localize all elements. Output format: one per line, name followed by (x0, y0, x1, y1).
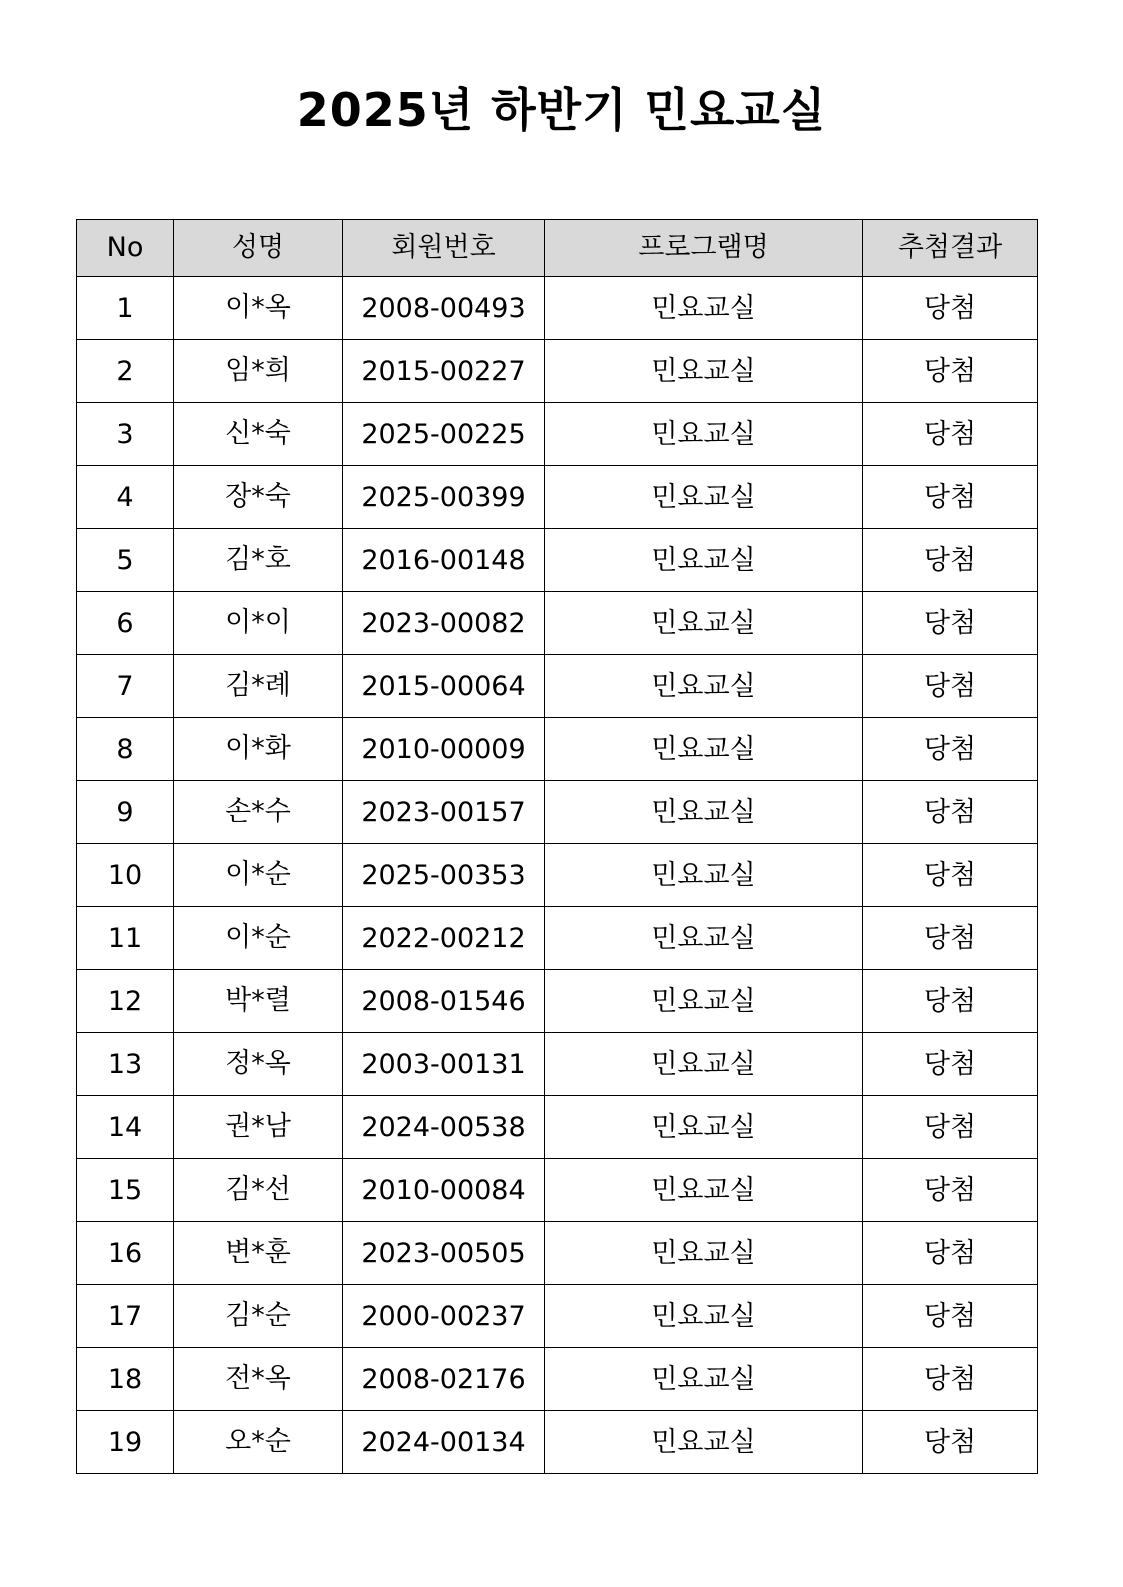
cell-member-id: 2023-00157 (343, 781, 545, 844)
cell-member-id: 2015-00227 (343, 340, 545, 403)
cell-result: 당첨 (863, 907, 1038, 970)
cell-program: 민요교실 (545, 529, 863, 592)
cell-no: 12 (77, 970, 174, 1033)
cell-member-id: 2016-00148 (343, 529, 545, 592)
cell-program: 민요교실 (545, 1159, 863, 1222)
cell-program: 민요교실 (545, 907, 863, 970)
cell-member-id: 2010-00009 (343, 718, 545, 781)
cell-program: 민요교실 (545, 970, 863, 1033)
cell-no: 17 (77, 1285, 174, 1348)
cell-result: 당첨 (863, 655, 1038, 718)
cell-name: 박*렬 (174, 970, 343, 1033)
cell-name: 전*옥 (174, 1348, 343, 1411)
table-row (77, 403, 1038, 466)
header-member-id: 회원번호 (343, 220, 545, 277)
cell-member-id: 2024-00134 (343, 1411, 545, 1474)
cell-name: 김*례 (174, 655, 343, 718)
cell-name: 김*선 (174, 1159, 343, 1222)
table-row (77, 1348, 1038, 1411)
cell-result: 당첨 (863, 844, 1038, 907)
cell-program: 민요교실 (545, 466, 863, 529)
cell-name: 이*화 (174, 718, 343, 781)
table-row (77, 844, 1038, 907)
header-name: 성명 (174, 220, 343, 277)
table-row (77, 1096, 1038, 1159)
cell-name: 이*순 (174, 907, 343, 970)
cell-member-id: 2003-00131 (343, 1033, 545, 1096)
cell-program: 민요교실 (545, 277, 863, 340)
cell-name: 신*숙 (174, 403, 343, 466)
cell-program: 민요교실 (545, 1096, 863, 1159)
cell-result: 당첨 (863, 1222, 1038, 1285)
cell-name: 정*옥 (174, 1033, 343, 1096)
cell-no: 1 (77, 277, 174, 340)
table-row (77, 1222, 1038, 1285)
cell-no: 19 (77, 1411, 174, 1474)
cell-name: 김*호 (174, 529, 343, 592)
cell-program: 민요교실 (545, 340, 863, 403)
cell-result: 당첨 (863, 340, 1038, 403)
cell-no: 14 (77, 1096, 174, 1159)
cell-program: 민요교실 (545, 655, 863, 718)
cell-member-id: 2008-02176 (343, 1348, 545, 1411)
cell-member-id: 2025-00353 (343, 844, 545, 907)
cell-name: 이*옥 (174, 277, 343, 340)
cell-program: 민요교실 (545, 718, 863, 781)
cell-member-id: 2015-00064 (343, 655, 545, 718)
table-row (77, 718, 1038, 781)
header-program: 프로그램명 (545, 220, 863, 277)
cell-member-id: 2024-00538 (343, 1096, 545, 1159)
cell-program: 민요교실 (545, 781, 863, 844)
table-row (77, 907, 1038, 970)
cell-member-id: 2000-00237 (343, 1285, 545, 1348)
cell-no: 16 (77, 1222, 174, 1285)
header-row (77, 220, 1038, 277)
cell-name: 권*남 (174, 1096, 343, 1159)
cell-member-id: 2010-00084 (343, 1159, 545, 1222)
cell-no: 7 (77, 655, 174, 718)
cell-result: 당첨 (863, 970, 1038, 1033)
cell-result: 당첨 (863, 529, 1038, 592)
cell-program: 민요교실 (545, 1285, 863, 1348)
cell-result: 당첨 (863, 592, 1038, 655)
table-row (77, 529, 1038, 592)
cell-member-id: 2022-00212 (343, 907, 545, 970)
cell-member-id: 2023-00082 (343, 592, 545, 655)
cell-result: 당첨 (863, 1096, 1038, 1159)
cell-name: 이*이 (174, 592, 343, 655)
cell-result: 당첨 (863, 403, 1038, 466)
cell-result: 당첨 (863, 1411, 1038, 1474)
cell-no: 3 (77, 403, 174, 466)
cell-member-id: 2025-00225 (343, 403, 545, 466)
table-row (77, 655, 1038, 718)
cell-member-id: 2008-00493 (343, 277, 545, 340)
cell-no: 9 (77, 781, 174, 844)
cell-result: 당첨 (863, 1159, 1038, 1222)
cell-name: 김*순 (174, 1285, 343, 1348)
cell-name: 변*훈 (174, 1222, 343, 1285)
cell-name: 이*순 (174, 844, 343, 907)
cell-member-id: 2025-00399 (343, 466, 545, 529)
cell-program: 민요교실 (545, 1033, 863, 1096)
table-row (77, 1285, 1038, 1348)
cell-program: 민요교실 (545, 1222, 863, 1285)
table-row (77, 340, 1038, 403)
cell-result: 당첨 (863, 466, 1038, 529)
lottery-results-table (76, 219, 1038, 1474)
table-header (77, 220, 1038, 277)
cell-member-id: 2008-01546 (343, 970, 545, 1033)
table-row (77, 592, 1038, 655)
table-body (77, 277, 1038, 1474)
cell-name: 장*숙 (174, 466, 343, 529)
cell-program: 민요교실 (545, 403, 863, 466)
cell-no: 5 (77, 529, 174, 592)
cell-result: 당첨 (863, 1033, 1038, 1096)
cell-result: 당첨 (863, 718, 1038, 781)
cell-no: 18 (77, 1348, 174, 1411)
cell-program: 민요교실 (545, 1411, 863, 1474)
cell-no: 13 (77, 1033, 174, 1096)
cell-no: 4 (77, 466, 174, 529)
table-row (77, 1033, 1038, 1096)
page-title: 2025년 하반기 민요교실 (296, 83, 827, 137)
cell-program: 민요교실 (545, 1348, 863, 1411)
header-no: No (77, 220, 174, 277)
table-row (77, 277, 1038, 340)
cell-result: 당첨 (863, 277, 1038, 340)
cell-no: 11 (77, 907, 174, 970)
cell-member-id: 2023-00505 (343, 1222, 545, 1285)
table-row (77, 781, 1038, 844)
cell-no: 8 (77, 718, 174, 781)
cell-result: 당첨 (863, 1285, 1038, 1348)
table-row (77, 1159, 1038, 1222)
cell-name: 손*수 (174, 781, 343, 844)
cell-no: 15 (77, 1159, 174, 1222)
cell-no: 6 (77, 592, 174, 655)
cell-no: 2 (77, 340, 174, 403)
cell-no: 10 (77, 844, 174, 907)
cell-program: 민요교실 (545, 592, 863, 655)
cell-program: 민요교실 (545, 844, 863, 907)
table-row (77, 1411, 1038, 1474)
table-row (77, 970, 1038, 1033)
header-result: 추첨결과 (863, 220, 1038, 277)
cell-name: 오*순 (174, 1411, 343, 1474)
cell-result: 당첨 (863, 781, 1038, 844)
cell-name: 임*희 (174, 340, 343, 403)
cell-result: 당첨 (863, 1348, 1038, 1411)
table-row (77, 466, 1038, 529)
